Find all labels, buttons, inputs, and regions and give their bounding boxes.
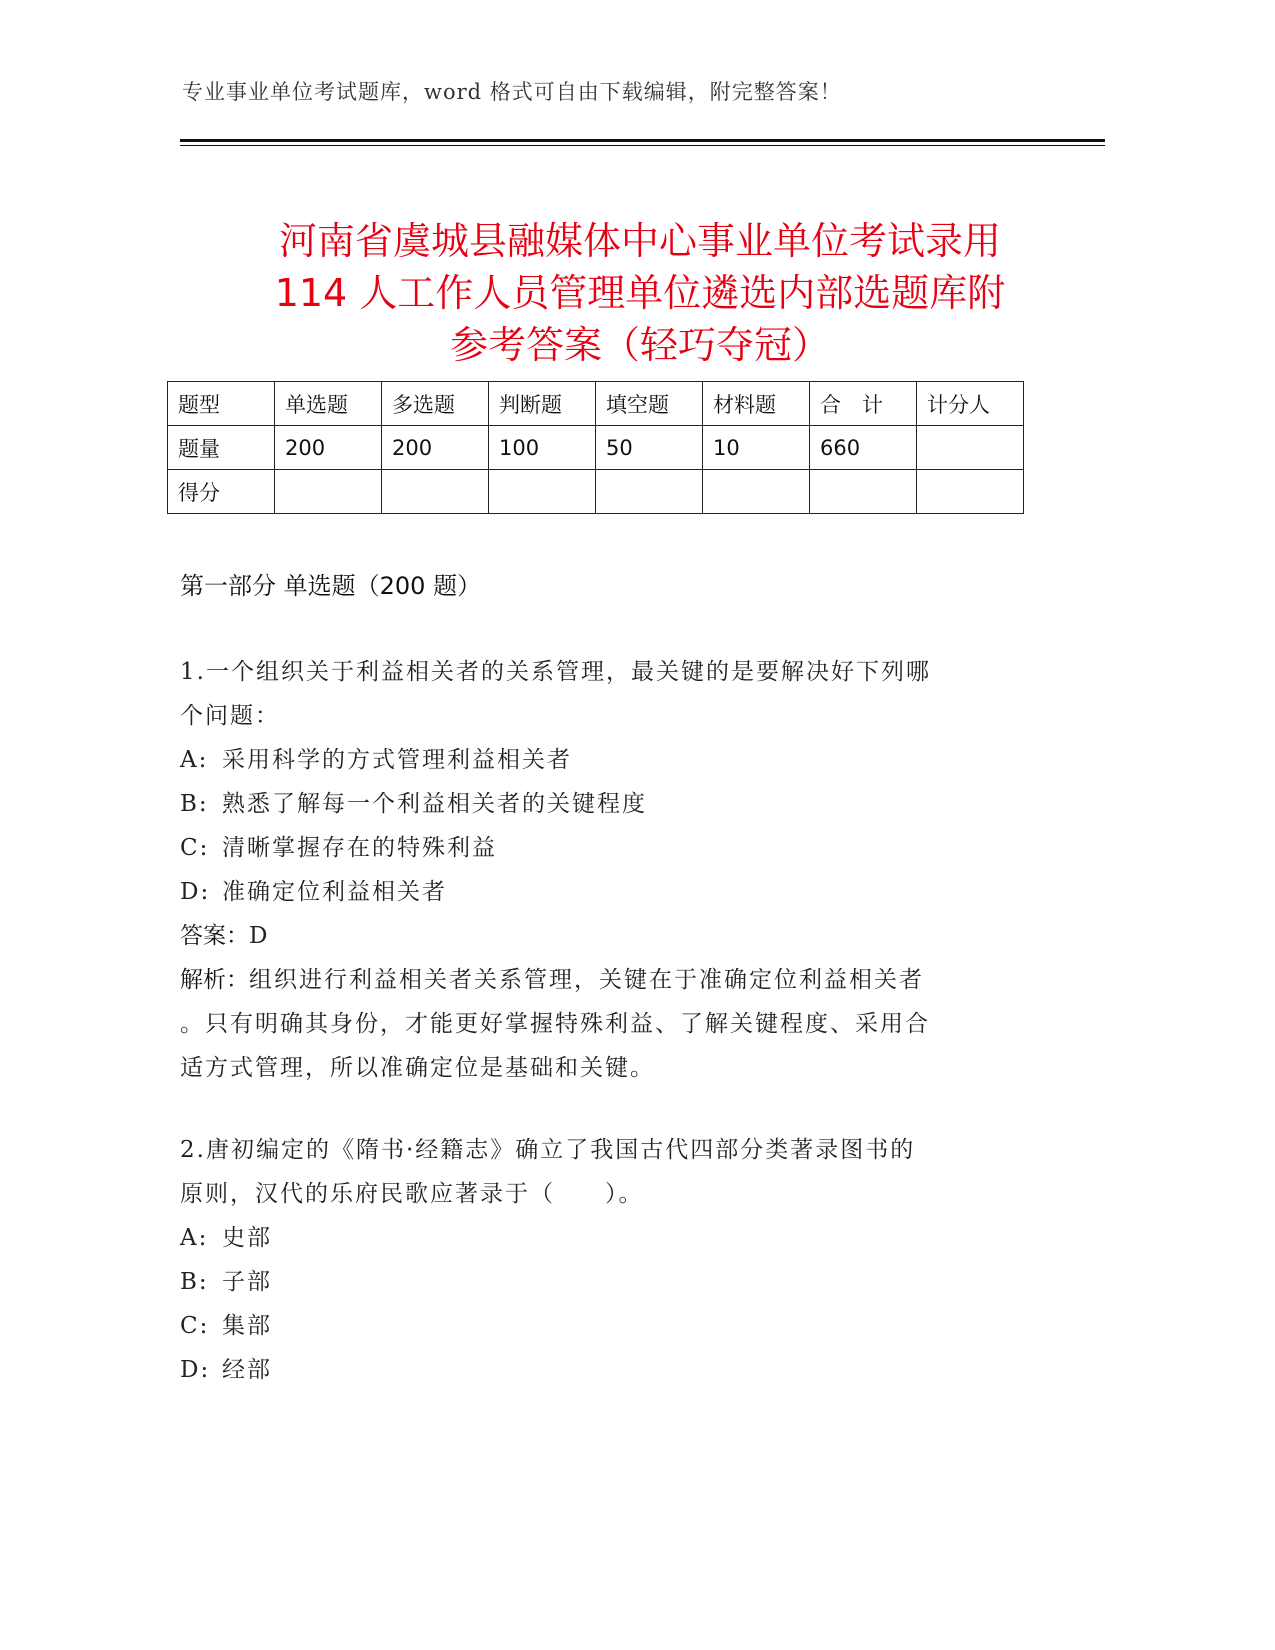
question-stem: 个问题： (180, 703, 280, 729)
option-c (180, 826, 1020, 870)
option-key: C: (180, 835, 210, 861)
table-cell: 100 (489, 426, 596, 470)
question-1 (180, 650, 1020, 1090)
analysis-text: 。只有明确其身份，才能更好掌握特殊利益、了解关键程度、采用合 (180, 1011, 930, 1037)
table-cell: 材料题 (703, 382, 810, 426)
option-key: C: (180, 1313, 210, 1339)
analysis-text: 组织进行利益相关者关系管理，关键在于准确定位利益相关者 (249, 967, 924, 993)
table-cell: 单选题 (275, 382, 382, 426)
table-cell: 50 (596, 426, 703, 470)
header-rule-thick (180, 139, 1105, 142)
table-cell: 200 (382, 426, 489, 470)
option-key: B: (180, 791, 209, 817)
option-b (180, 1260, 1020, 1304)
option-b (180, 782, 1020, 826)
analysis-text: 适方式管理，所以准确定位是基础和关键。 (180, 1055, 655, 1081)
option-text: 集部 (222, 1313, 272, 1339)
header-note: 专业事业单位考试题库，word 格式可自由下载编辑，附完整答案！ (182, 80, 842, 104)
table-cell[interactable] (917, 470, 1024, 514)
option-key: B: (180, 1269, 209, 1295)
option-text: 熟悉了解每一个利益相关者的关键程度 (222, 791, 647, 817)
option-text: 史部 (222, 1225, 272, 1251)
question-stem: 1.一个组织关于利益相关者的关系管理，最关键的是要解决好下列哪 (180, 659, 931, 685)
title-line: 参考答案（轻巧夺冠） (449, 323, 830, 368)
option-key: A: (180, 1225, 209, 1251)
table-cell: 判断题 (489, 382, 596, 426)
table-cell: 10 (703, 426, 810, 470)
option-key: A: (180, 747, 209, 773)
section-title: 第一部分 单选题（200 题） (180, 572, 482, 600)
table-cell[interactable] (703, 470, 810, 514)
option-text: 经部 (222, 1357, 272, 1383)
table-cell: 得分 (168, 470, 275, 514)
table-cell: 填空题 (596, 382, 703, 426)
option-a (180, 738, 1020, 782)
question-2 (180, 1128, 1020, 1392)
analysis-line (180, 958, 1020, 1002)
table-cell: 200 (275, 426, 382, 470)
table-cell[interactable] (810, 470, 917, 514)
option-d (180, 870, 1020, 914)
table-cell[interactable] (275, 470, 382, 514)
score-table-row (168, 382, 1024, 426)
option-key: D: (180, 1357, 211, 1383)
option-c (180, 1304, 1020, 1348)
table-cell: 计分人 (917, 382, 1024, 426)
option-text: 准确定位利益相关者 (222, 879, 447, 905)
table-cell: 合 计 (810, 382, 917, 426)
table-cell: 题型 (168, 382, 275, 426)
answer-line (180, 914, 1020, 958)
table-cell[interactable] (917, 426, 1024, 470)
option-text: 采用科学的方式管理利益相关者 (222, 747, 572, 773)
option-d (180, 1348, 1020, 1392)
analysis-label: 解析： (180, 967, 249, 993)
table-cell[interactable] (382, 470, 489, 514)
title-line: 114 人工作人员管理单位遴选内部选题库附 (274, 271, 1006, 316)
score-table-row (168, 426, 1024, 470)
option-text: 清晰掌握存在的特殊利益 (222, 835, 497, 861)
score-table (167, 381, 1024, 514)
answer-value: D (249, 923, 270, 949)
question-stem: 2.唐初编定的《隋书·经籍志》确立了我国古代四部分类著录图书的 (180, 1137, 916, 1163)
score-table-row (168, 470, 1024, 514)
option-a (180, 1216, 1020, 1260)
table-cell: 题量 (168, 426, 275, 470)
question-stem: 原则，汉代的乐府民歌应著录于（ ）。 (180, 1181, 644, 1207)
answer-label: 答案： (180, 923, 249, 949)
table-cell: 多选题 (382, 382, 489, 426)
table-cell[interactable] (596, 470, 703, 514)
header-rule-thin (180, 145, 1105, 146)
table-cell: 660 (810, 426, 917, 470)
document-title (160, 215, 1120, 371)
option-text: 子部 (222, 1269, 272, 1295)
table-cell[interactable] (489, 470, 596, 514)
title-line: 河南省虞城县融媒体中心事业单位考试录用 (278, 219, 1001, 264)
option-key: D: (180, 879, 211, 905)
